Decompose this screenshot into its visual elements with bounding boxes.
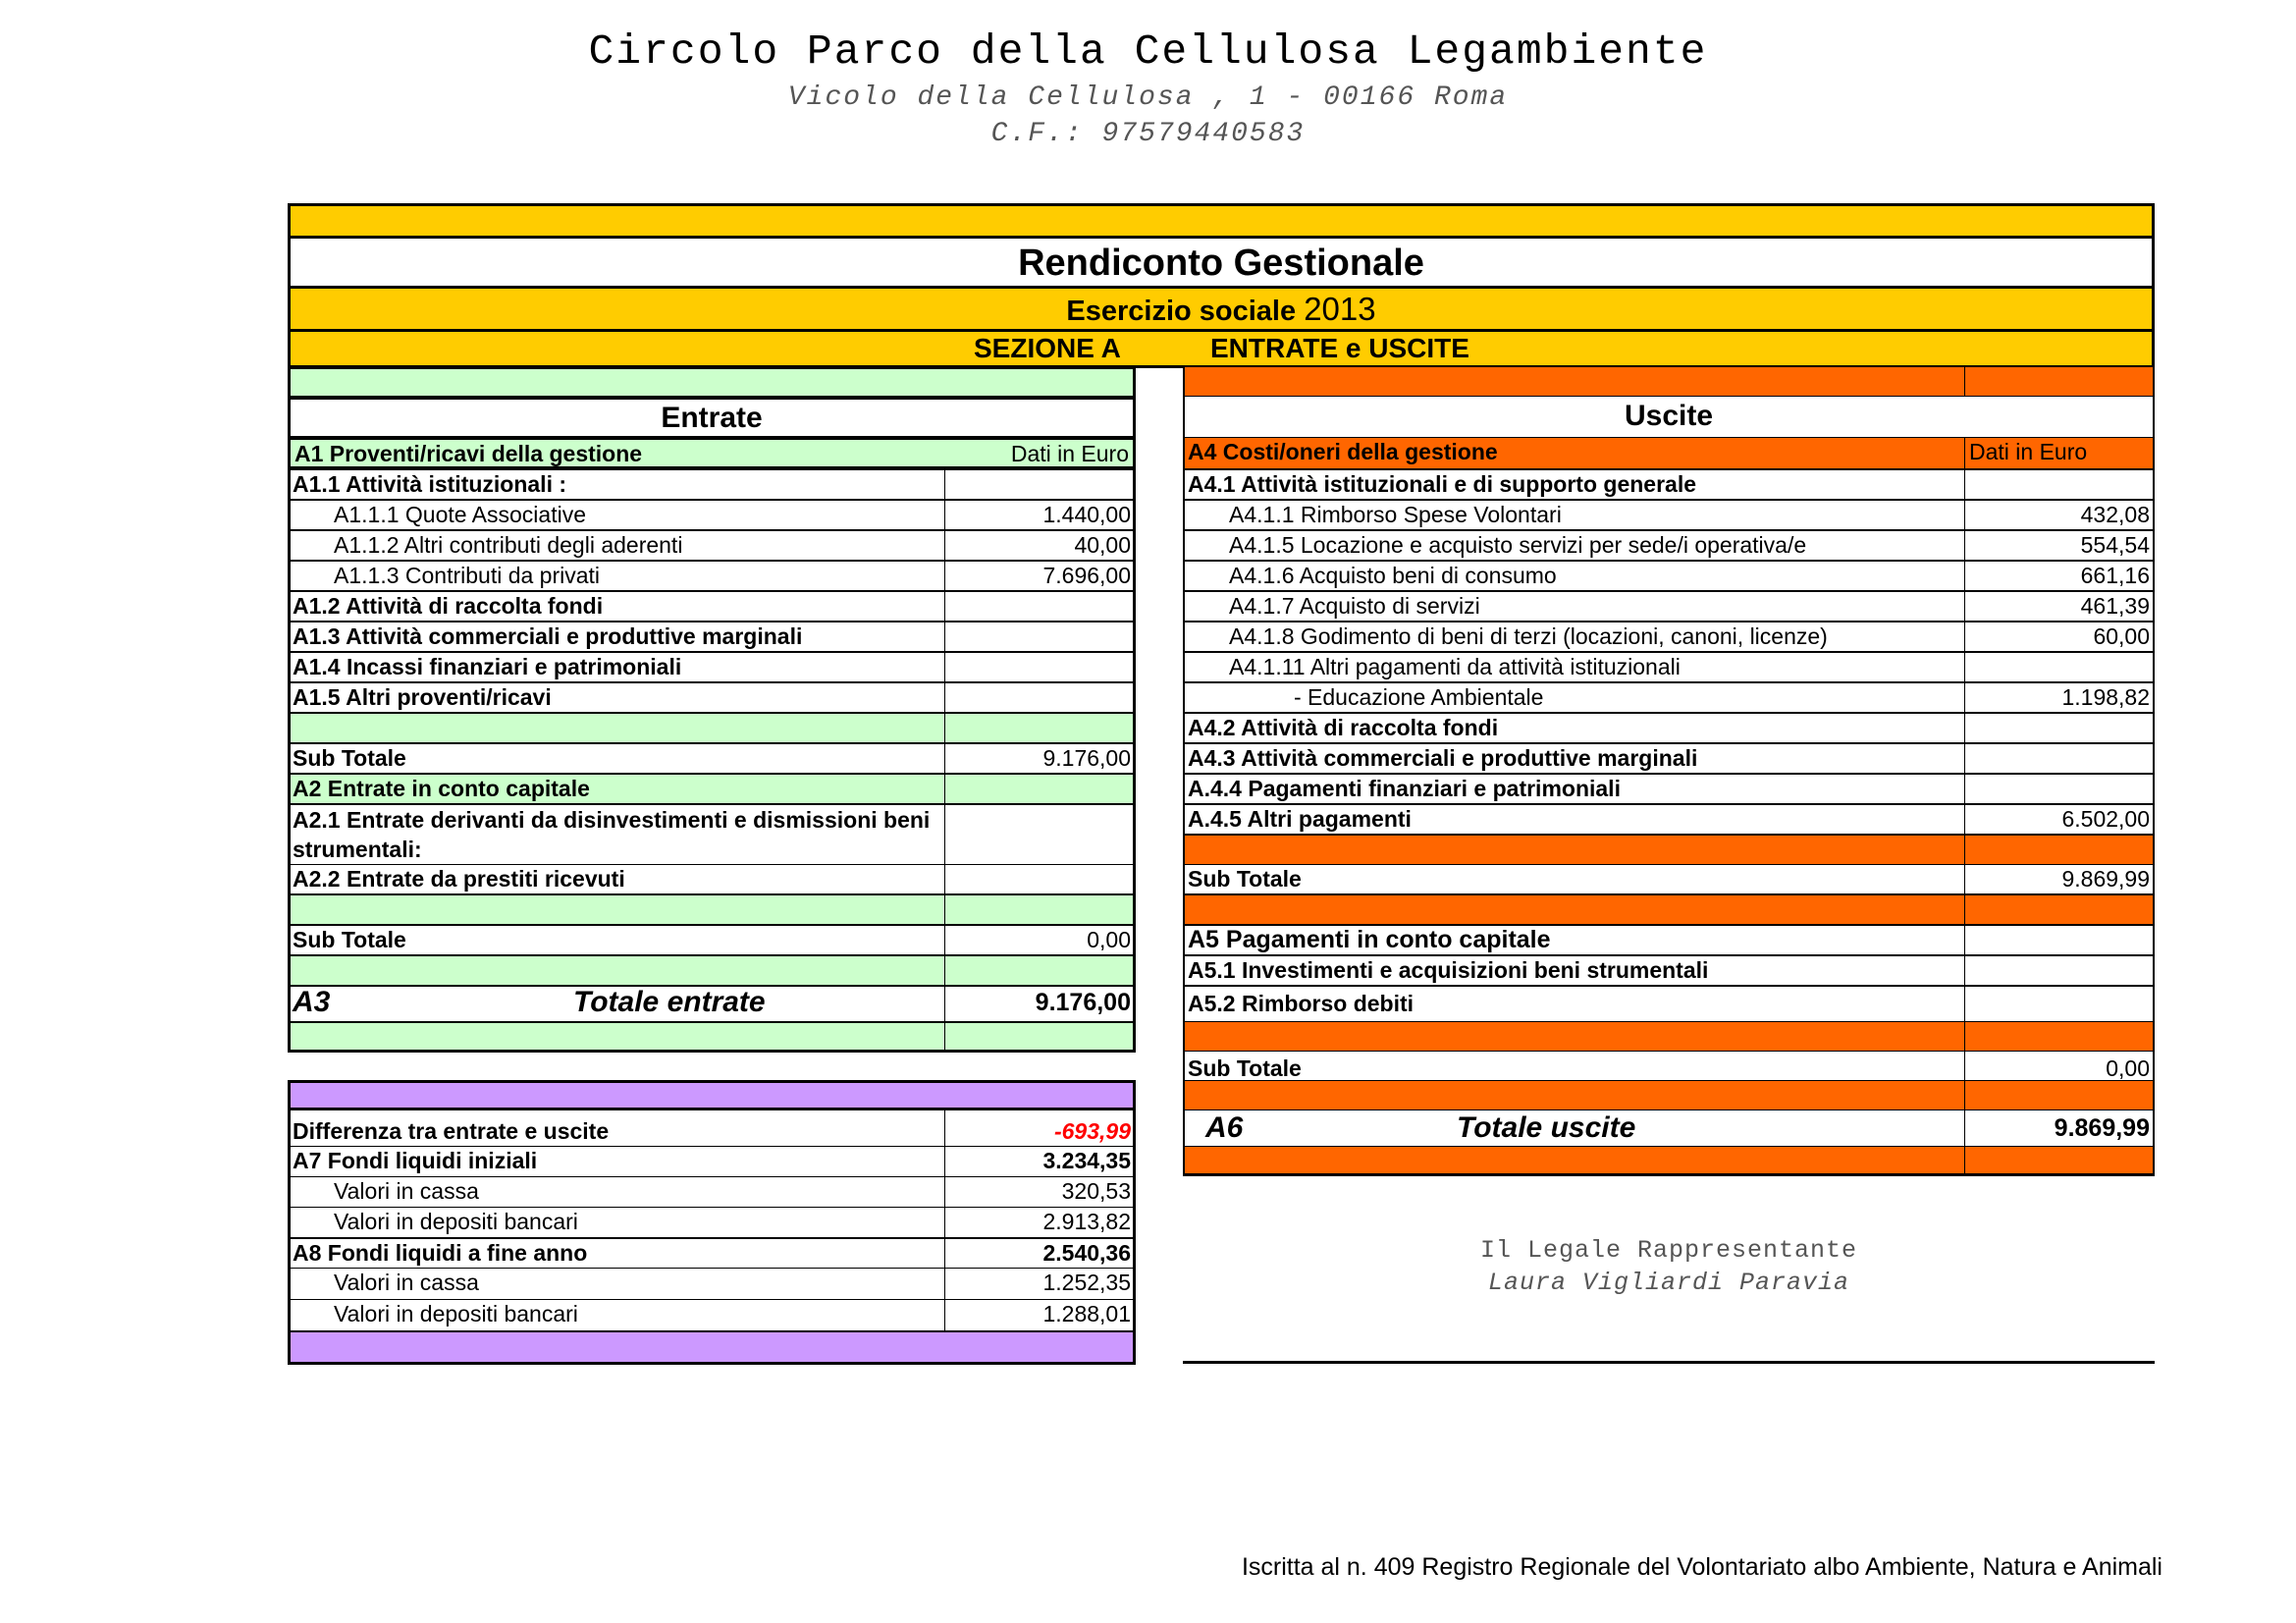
uscite-group2-label: A5 Pagamenti in conto capitale (1183, 925, 1965, 955)
uscite-spacer (1964, 835, 2155, 865)
uscite-row-value (1964, 469, 2155, 500)
entrate-row-value (944, 804, 1136, 865)
uscite-row-label: A4.1.5 Locazione e acquisto servizi per sede/i operativa/e (1183, 530, 1965, 561)
entrate-row-label: A1.2 Attività di raccolta fondi (288, 591, 945, 622)
entrate-row-value (944, 652, 1136, 682)
entrate-row-label: A1.5 Altri proventi/ricavi (288, 682, 945, 713)
uscite-total-code: A6 (1205, 1111, 1244, 1144)
difference-label: Differenza tra entrate e uscite (288, 1109, 945, 1147)
entrate-group-header (288, 437, 1136, 469)
final-cash-label: Valori in cassa (288, 1268, 945, 1300)
uscite-row-value: 6.502,00 (1964, 804, 2155, 835)
report-title: Rendiconto Gestionale (288, 236, 2155, 289)
uscite-row-label: A4.1.1 Rimborso Spese Volontari (1183, 500, 1965, 530)
uscite-subtotal-1-value: 9.869,99 (1964, 864, 2155, 894)
org-tax-code: C.F.: 97579440583 (990, 119, 1306, 149)
entrate-row-value (944, 682, 1136, 713)
entrate-spacer (288, 894, 945, 925)
uscite-row-value: 554,54 (1964, 530, 2155, 561)
uscite-spacer (1964, 925, 2155, 955)
uscite-top-band (1183, 366, 1965, 397)
uscite-spacer (1964, 894, 2155, 925)
final-cash-value: 1.252,35 (944, 1268, 1136, 1300)
uscite-row-label: A4.1.7 Acquisto di servizi (1183, 591, 1965, 622)
entrate-group2-label: A2 Entrate in conto capitale (288, 774, 945, 804)
final-funds-label: A8 Fondi liquidi a fine anno (288, 1237, 945, 1269)
signature-name: Laura Vigliardi Paravia (1487, 1269, 1850, 1297)
initial-cash-value: 320,53 (944, 1176, 1136, 1208)
uscite-subtotal-1-label: Sub Totale (1183, 864, 1965, 894)
uscite-spacer (1964, 1146, 2155, 1176)
fiscal-year: 2013 (1304, 291, 1376, 327)
entrate-spacer (944, 713, 1136, 743)
uscite-spacer (1183, 1021, 1965, 1052)
entrate-subtotal-2-value: 0,00 (944, 925, 1136, 955)
banner-top (288, 203, 2155, 239)
fiscal-year-label: Esercizio sociale (1066, 296, 1297, 327)
uscite-row-value: 60,00 (1964, 622, 2155, 652)
uscite-spacer (1183, 1146, 1965, 1176)
initial-funds-label: A7 Fondi liquidi iniziali (288, 1146, 945, 1177)
uscite-row-label: A5.1 Investimenti e acquisizioni beni strumentali (1183, 955, 1965, 986)
entrate-row-label: A1.3 Attività commerciali e produttive marginali (288, 622, 945, 652)
entrate-total-value: 9.176,00 (944, 986, 1136, 1022)
uscite-spacer (1964, 1080, 2155, 1110)
uscite-row-value (1964, 955, 2155, 986)
entrate-spacer (288, 1022, 945, 1053)
entrate-row-value (944, 469, 1136, 500)
entrate-row-label: A1.1.3 Contributi da privati (288, 561, 945, 591)
entrate-spacer (944, 1022, 1136, 1053)
entrate-subtotal-1-label: Sub Totale (288, 743, 945, 774)
initial-bank-label: Valori in depositi bancari (288, 1207, 945, 1238)
uscite-unit-label: Dati in Euro (1964, 437, 2155, 469)
initial-bank-value: 2.913,82 (944, 1207, 1136, 1238)
summary-bottom-band (288, 1330, 1136, 1365)
uscite-group-label: A4 Costi/oneri della gestione (1183, 437, 1965, 469)
uscite-row-label: A4.3 Attività commerciali e produttive marginali (1183, 743, 1965, 774)
uscite-row-label: A5.2 Rimborso debiti (1183, 986, 1965, 1022)
uscite-row-value (1964, 713, 2155, 743)
footer-registration: Iscritta al n. 409 Registro Regionale del Volontariato albo Ambiente, Natura e Animali (1241, 1553, 2163, 1581)
entrate-spacer (288, 955, 945, 986)
entrate-row-value: 40,00 (944, 530, 1136, 561)
entrate-spacer (944, 955, 1136, 986)
entrate-group-label: A1 Proventi/ricavi della gestione (294, 441, 643, 466)
entrate-spacer (944, 894, 1136, 925)
uscite-total-row (1183, 1109, 1965, 1147)
entrate-row-value (944, 622, 1136, 652)
entrate-row-value: 7.696,00 (944, 561, 1136, 591)
summary-top-band (288, 1080, 1136, 1110)
final-funds-value: 2.540,36 (944, 1237, 1136, 1269)
org-address: Vicolo della Cellulosa , 1 - 00166 Roma (787, 82, 1509, 113)
entrate-row-label: A1.1.2 Altri contributi degli aderenti (288, 530, 945, 561)
uscite-row-label: A4.1.8 Godimento di beni di terzi (locazioni, canoni, licenze) (1183, 622, 1965, 652)
uscite-row-value (1964, 986, 2155, 1022)
entrate-unit-label: Dati in Euro (1010, 441, 1129, 466)
uscite-row-value: 432,08 (1964, 500, 2155, 530)
entrate-row-label: A1.1 Attività istituzionali : (288, 469, 945, 500)
signature-role: Il Legale Rappresentante (1479, 1236, 1858, 1265)
uscite-total-label: Totale uscite (1457, 1111, 1636, 1144)
entrate-top-band (288, 366, 1136, 399)
uscite-subtotal-2-value: 0,00 (1964, 1051, 2155, 1081)
entrate-total-label: Totale entrate (573, 986, 766, 1018)
entrate-spacer (288, 713, 945, 743)
uscite-row-value (1964, 743, 2155, 774)
entrate-row-label: A1.1.1 Quote Associative (288, 500, 945, 530)
section-label: SEZIONE A (974, 333, 1121, 363)
uscite-row-label: A.4.5 Altri pagamenti (1183, 804, 1965, 835)
initial-cash-label: Valori in cassa (288, 1176, 945, 1208)
uscite-row-label: A.4.4 Pagamenti finanziari e patrimoniali (1183, 774, 1965, 804)
org-name: Circolo Parco della Cellulosa Legambiente (588, 27, 1708, 76)
final-bank-label: Valori in depositi bancari (288, 1299, 945, 1331)
uscite-row-label: A4.2 Attività di raccolta fondi (1183, 713, 1965, 743)
uscite-row-value (1964, 774, 2155, 804)
uscite-heading: Uscite (1183, 396, 2155, 438)
entrate-row-label: A2.2 Entrate da prestiti ricevuti (288, 864, 945, 894)
uscite-row-value (1964, 652, 2155, 682)
entrate-subtotal-2-label: Sub Totale (288, 925, 945, 955)
uscite-row-value: 461,39 (1964, 591, 2155, 622)
entrate-heading: Entrate (288, 397, 1136, 439)
entrate-row-value: 1.440,00 (944, 500, 1136, 530)
uscite-total-value: 9.869,99 (1964, 1109, 2155, 1147)
uscite-row-label: A4.1.11 Altri pagamenti da attività istituzionali (1183, 652, 1965, 682)
entrate-row-value (944, 864, 1136, 894)
entrate-total-code: A3 (293, 986, 331, 1018)
uscite-spacer (1183, 835, 1965, 865)
uscite-row-value: 1.198,82 (1964, 682, 2155, 713)
section-title: ENTRATE e USCITE (1210, 333, 1469, 363)
entrate-row-label: A2.1 Entrate derivanti da disinvestimenti e dismissioni beni strumentali: (288, 804, 945, 865)
uscite-row-value: 661,16 (1964, 561, 2155, 591)
entrate-total-row (288, 986, 945, 1022)
uscite-row-label: - Educazione Ambientale (1183, 682, 1965, 713)
signature-line (1183, 1361, 2155, 1364)
uscite-row-label: A4.1 Attività istituzionali e di supporto generale (1183, 469, 1965, 500)
uscite-row-label: A4.1.6 Acquisto beni di consumo (1183, 561, 1965, 591)
uscite-spacer (1183, 1080, 1965, 1110)
entrate-row-value (944, 591, 1136, 622)
difference-value: -693,99 (944, 1109, 1136, 1147)
uscite-subtotal-2-label: Sub Totale (1183, 1051, 1965, 1081)
uscite-spacer (1183, 894, 1965, 925)
entrate-spacer (944, 774, 1136, 804)
uscite-top-band (1964, 366, 2155, 397)
uscite-spacer (1964, 1021, 2155, 1052)
entrate-row-label: A1.4 Incassi finanziari e patrimoniali (288, 652, 945, 682)
entrate-subtotal-1-value: 9.176,00 (944, 743, 1136, 774)
initial-funds-value: 3.234,35 (944, 1146, 1136, 1177)
final-bank-value: 1.288,01 (944, 1299, 1136, 1331)
section-row (288, 329, 2155, 368)
fiscal-year-row (288, 286, 2155, 332)
